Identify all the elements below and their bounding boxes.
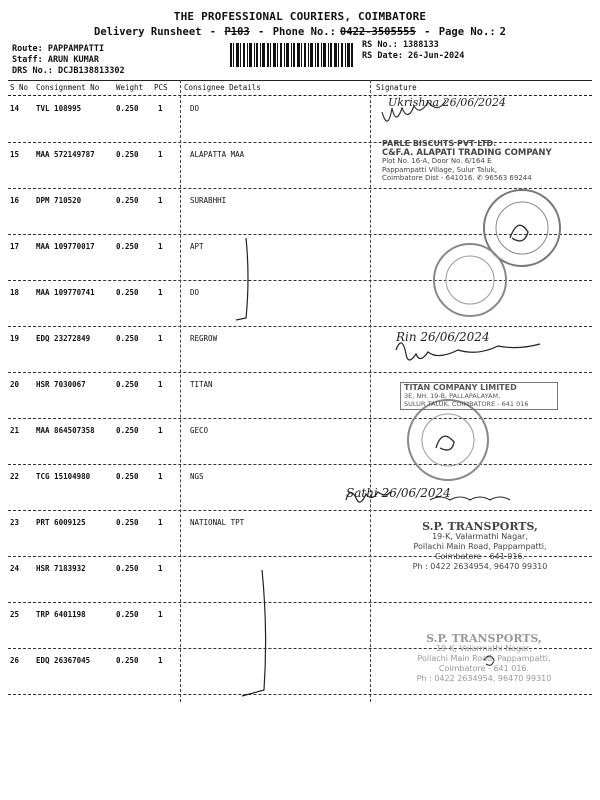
row-sno: 26	[10, 656, 20, 665]
rs-number: RS No.: 1388133	[362, 40, 439, 50]
sp2-line1: 19-K, Valarmathi Nagar,	[436, 644, 532, 653]
parle-stamp-line5: Coimbatore Dist - 641016. ✆ 96563 69244	[382, 174, 532, 182]
row-weight: 0.250	[116, 426, 139, 435]
handwritten-sig-22: Sathi 26/06/2024	[346, 486, 451, 500]
row-consignment-no: MAA 864507358	[36, 426, 95, 435]
handwritten-sig-19: Rin 26/06/2024	[396, 330, 490, 344]
row-consignment-no: MAA 109770017	[36, 242, 95, 251]
row-weight: 0.250	[116, 242, 139, 251]
row-consignee: NATIONAL TPT	[190, 518, 245, 527]
col-pcs: PCS	[154, 83, 168, 92]
page-number: 2	[499, 26, 506, 38]
sp-transports-stamp-1	[380, 522, 580, 572]
row-consignment-no: TCG 15104980	[36, 472, 91, 481]
sp2-line2: Pollachi Main Road, Pappampatti,	[417, 654, 551, 663]
row-consignment-no: TRP 6401198	[36, 610, 86, 619]
sp1-line2: Pollachi Main Road, Pappampatti,	[413, 542, 547, 551]
titan-stamp	[400, 382, 558, 410]
company-title: THE PROFESSIONAL COURIERS, COIMBATORE	[173, 10, 427, 23]
row-weight: 0.250	[116, 564, 139, 573]
round-stamp-geco	[408, 400, 488, 480]
bracket-mark-17-18	[236, 238, 248, 320]
staff: Staff: ARUN KUMAR	[12, 55, 99, 65]
row-sno: 16	[10, 196, 20, 205]
titan-stamp-line3: SULUR TALUK, COIMBATORE - 641 016	[404, 400, 529, 408]
runsheet-subtitle: Delivery Runsheet - P103 - Phone No.: 0422-3505555 - Page No.: 2	[94, 26, 506, 38]
row-consignee: DO	[190, 104, 200, 113]
row-pcs: 1	[158, 150, 163, 159]
row-consignee: ALAPATTA MAA	[190, 150, 245, 159]
row-pcs: 1	[158, 610, 163, 619]
row-consignee: TITAN	[190, 380, 213, 389]
parle-stamp-line1: PARLE BISCUITS PVT LTD.	[382, 139, 497, 148]
row-pcs: 1	[158, 656, 163, 665]
row-consignment-no: HSR 7030067	[36, 380, 86, 389]
row-sno: 20	[10, 380, 20, 389]
row-consignment-no: TVL 108995	[36, 104, 82, 113]
runsheet-label: Delivery Runsheet	[94, 26, 202, 38]
row-weight: 0.250	[116, 334, 139, 343]
row-consignee: GECO	[190, 426, 209, 435]
row-consignee: REGROW	[190, 334, 218, 343]
row-consignment-no: MAA 572149787	[36, 150, 95, 159]
sp-transports-stamp-2	[384, 634, 584, 684]
row-weight: 0.250	[116, 656, 139, 665]
row-pcs: 1	[158, 288, 163, 297]
route: Route: PAPPAMPATTI	[12, 44, 105, 54]
bracket-mark-24-26	[242, 570, 266, 696]
row-consignee: NGS	[190, 472, 204, 481]
row-consignment-no: EDQ 23272849	[36, 334, 91, 343]
sp1-line4: Ph : 0422 2634954, 96470 99310	[412, 562, 548, 571]
col-consignment: Consignment No	[36, 83, 100, 92]
row-pcs: 1	[158, 564, 163, 573]
row-sno: 18	[10, 288, 20, 297]
parle-stamp-line2: C&F.A. ALAPATI TRADING COMPANY	[382, 147, 552, 158]
row-sno: 25	[10, 610, 20, 619]
handwritten-sig-14: Ukrishna 26/06/2024	[388, 96, 506, 109]
runsheet-code: P103	[224, 26, 250, 38]
sp2-line4: Ph : 0422 2634954, 96470 99310	[416, 674, 552, 683]
sp1-line1: 19-K, Valarmathi Nagar,	[432, 532, 528, 541]
titan-stamp-line2: 3E, NH. 19-B, PALLAPALAYAM,	[404, 392, 501, 400]
sp2-name: S.P. TRANSPORTS,	[426, 632, 542, 645]
row-weight: 0.250	[116, 610, 139, 619]
round-stamp-machinery	[434, 244, 506, 316]
row-consignment-no: PRT 6009125	[36, 518, 86, 527]
col-weight: Weight	[116, 83, 144, 92]
row-weight: 0.250	[116, 288, 139, 297]
row-pcs: 1	[158, 518, 163, 527]
row-sno: 21	[10, 426, 20, 435]
row-consignment-no: DPM 710520	[36, 196, 82, 205]
row-weight: 0.250	[116, 150, 139, 159]
row-consignee: APT	[190, 242, 204, 251]
row-sno: 19	[10, 334, 20, 343]
col-signature: Signature	[376, 83, 417, 92]
sp2-line3: Coimbatore - 641 016.	[438, 664, 530, 673]
row-consignee: SURABHHI	[190, 196, 227, 205]
row-sno: 17	[10, 242, 20, 251]
parle-stamp-line3: Plot No. 16-A, Door No. 6/164 E	[382, 157, 492, 165]
row-pcs: 1	[158, 426, 163, 435]
sp1-line3: Coimbatore - 641 016.	[434, 552, 526, 561]
sp1-name: S.P. TRANSPORTS,	[422, 520, 538, 533]
row-weight: 0.250	[116, 518, 139, 527]
row-consignment-no: EDQ 26367045	[36, 656, 91, 665]
row-weight: 0.250	[116, 196, 139, 205]
col-consignee: Consignee Details	[184, 83, 261, 92]
row-weight: 0.250	[116, 104, 139, 113]
row-sno: 14	[10, 104, 20, 113]
phone-label: Phone No.:	[272, 26, 336, 38]
row-pcs: 1	[158, 242, 163, 251]
parle-stamp	[382, 140, 592, 183]
rs-date: RS Date: 26-Jun-2024	[362, 51, 465, 61]
drs-number: DRS No.: DCJB138813302	[12, 66, 125, 76]
row-sno: 22	[10, 472, 20, 481]
row-pcs: 1	[158, 196, 163, 205]
row-sno: 24	[10, 564, 20, 573]
row-pcs: 1	[158, 104, 163, 113]
row-consignee: DO	[190, 288, 200, 297]
row-weight: 0.250	[116, 380, 139, 389]
col-sno: S No	[10, 83, 29, 92]
parle-stamp-line4: Pappampatti Village, Sulur Taluk,	[382, 165, 497, 174]
row-consignment-no: MAA 109770741	[36, 288, 95, 297]
row-pcs: 1	[158, 472, 163, 481]
row-pcs: 1	[158, 334, 163, 343]
page-label: Page No.:	[438, 26, 496, 38]
signature-row-19	[396, 343, 540, 360]
row-consignment-no: HSR 7183932	[36, 564, 86, 573]
row-sno: 23	[10, 518, 20, 527]
row-sno: 15	[10, 150, 20, 159]
titan-stamp-line1: TITAN COMPANY LIMITED	[404, 383, 517, 392]
phone-number: 0422-3505555	[339, 26, 416, 38]
row-weight: 0.250	[116, 472, 139, 481]
row-pcs: 1	[158, 380, 163, 389]
